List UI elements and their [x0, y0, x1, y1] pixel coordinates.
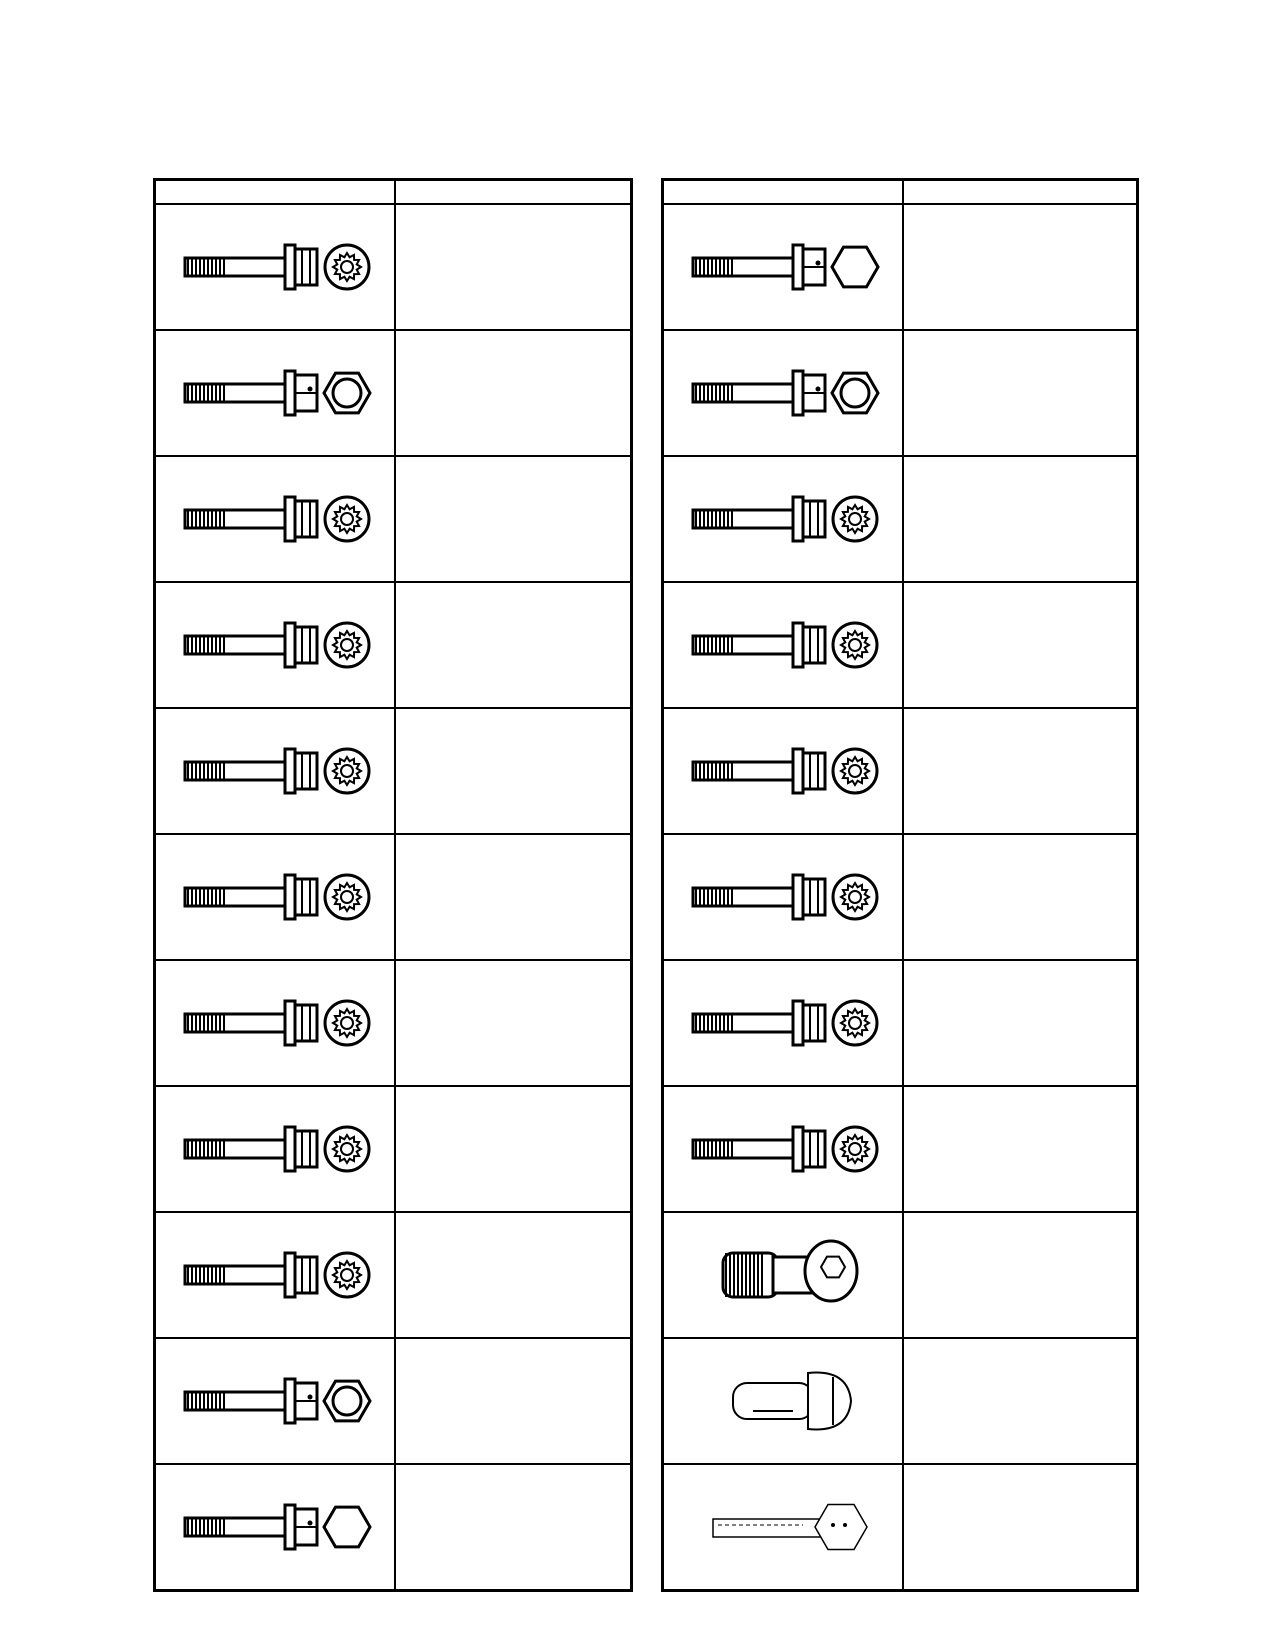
table-header-row	[663, 180, 1138, 205]
twelve-point-flange-bolt-icon	[664, 605, 902, 685]
hex-head-bolt-icon	[156, 1487, 394, 1567]
bolt-illustration-cell	[663, 330, 903, 456]
table-row	[663, 960, 1138, 1086]
column-header-image	[155, 180, 395, 205]
bolt-illustration-cell	[155, 1086, 395, 1212]
bolt-illustration-cell	[663, 456, 903, 582]
table-row	[155, 960, 632, 1086]
table-row	[155, 330, 632, 456]
column-header-description	[395, 180, 632, 205]
table-row	[155, 456, 632, 582]
bolt-illustration-cell	[155, 1338, 395, 1464]
table-row	[663, 1086, 1138, 1212]
table-row	[663, 582, 1138, 708]
bolt-description-cell	[903, 1212, 1138, 1338]
bolt-illustration-cell	[663, 204, 903, 330]
bolt-description-cell	[395, 1212, 632, 1338]
table-row	[663, 708, 1138, 834]
bolt-illustration-cell	[663, 708, 903, 834]
table-row	[155, 708, 632, 834]
twelve-point-flange-bolt-icon	[664, 983, 902, 1063]
bolt-illustration-cell	[155, 204, 395, 330]
bolt-illustration-cell	[663, 834, 903, 960]
bolt-illustration-cell	[663, 1464, 903, 1591]
twelve-point-flange-bolt-icon	[156, 731, 394, 811]
twelve-point-flange-bolt-icon	[664, 731, 902, 811]
bolt-description-cell	[903, 456, 1138, 582]
bolt-illustration-cell	[155, 330, 395, 456]
twelve-point-flange-bolt-icon	[156, 479, 394, 559]
bolt-description-cell	[395, 1086, 632, 1212]
bolt-illustration-cell	[155, 582, 395, 708]
hex-head-bolt-icon	[156, 1361, 394, 1441]
hex-head-bolt-icon	[664, 353, 902, 433]
column-header-image	[663, 180, 903, 205]
left-bolt-table	[153, 178, 633, 1592]
right-table-body	[663, 204, 1138, 1591]
twelve-point-flange-bolt-icon	[156, 227, 394, 307]
bolt-illustration-cell	[663, 1212, 903, 1338]
bolt-description-cell	[903, 708, 1138, 834]
left-table-body	[155, 204, 632, 1591]
bolt-illustration-cell	[663, 582, 903, 708]
bolt-description-cell	[395, 834, 632, 960]
twelve-point-flange-bolt-icon	[156, 605, 394, 685]
twelve-point-flange-bolt-icon	[156, 1109, 394, 1189]
shoulder-bolt-icon	[664, 1487, 902, 1567]
table-row	[155, 834, 632, 960]
bolt-description-cell	[395, 582, 632, 708]
twelve-point-flange-bolt-icon	[156, 983, 394, 1063]
table-row	[663, 330, 1138, 456]
table-row	[155, 1086, 632, 1212]
bolt-description-cell	[903, 1086, 1138, 1212]
bolt-description-cell	[903, 204, 1138, 330]
table-row	[663, 1212, 1138, 1338]
bolt-illustration-cell	[663, 1086, 903, 1212]
twelve-point-flange-bolt-icon	[664, 857, 902, 937]
bolt-description-cell	[395, 330, 632, 456]
bolt-illustration-cell	[663, 960, 903, 1086]
socket-head-cap-screw-icon	[664, 1235, 902, 1315]
bolt-description-cell	[903, 960, 1138, 1086]
bolt-illustration-cell	[155, 1464, 395, 1591]
bolt-description-cell	[395, 456, 632, 582]
twelve-point-flange-bolt-icon	[664, 479, 902, 559]
table-row	[155, 1212, 632, 1338]
bolt-description-cell	[903, 582, 1138, 708]
table-row	[663, 456, 1138, 582]
table-row	[155, 1464, 632, 1591]
bolt-description-cell	[903, 834, 1138, 960]
bolt-description-cell	[395, 708, 632, 834]
bolt-description-cell	[395, 204, 632, 330]
twelve-point-flange-bolt-icon	[664, 1109, 902, 1189]
table-row	[155, 1338, 632, 1464]
bolt-illustration-cell	[155, 456, 395, 582]
bolt-illustration-cell	[155, 1212, 395, 1338]
bolt-illustration-cell	[155, 834, 395, 960]
table-row	[663, 834, 1138, 960]
bolt-illustration-cell	[663, 1338, 903, 1464]
column-header-description	[903, 180, 1138, 205]
bolt-description-cell	[395, 1464, 632, 1591]
table-row	[663, 204, 1138, 330]
bolt-description-cell	[903, 1464, 1138, 1591]
table-row	[155, 204, 632, 330]
hex-head-bolt-icon	[664, 227, 902, 307]
wheel-bolt-icon	[664, 1361, 902, 1441]
bolt-description-cell	[395, 960, 632, 1086]
table-row	[155, 582, 632, 708]
hex-head-bolt-icon	[156, 353, 394, 433]
bolt-description-cell	[395, 1338, 632, 1464]
table-row	[663, 1464, 1138, 1591]
table-row	[663, 1338, 1138, 1464]
right-bolt-table	[661, 178, 1139, 1592]
twelve-point-flange-bolt-icon	[156, 1235, 394, 1315]
table-header-row	[155, 180, 632, 205]
twelve-point-flange-bolt-icon	[156, 857, 394, 937]
bolt-description-cell	[903, 1338, 1138, 1464]
bolt-illustration-cell	[155, 960, 395, 1086]
bolt-description-cell	[903, 330, 1138, 456]
bolt-illustration-cell	[155, 708, 395, 834]
